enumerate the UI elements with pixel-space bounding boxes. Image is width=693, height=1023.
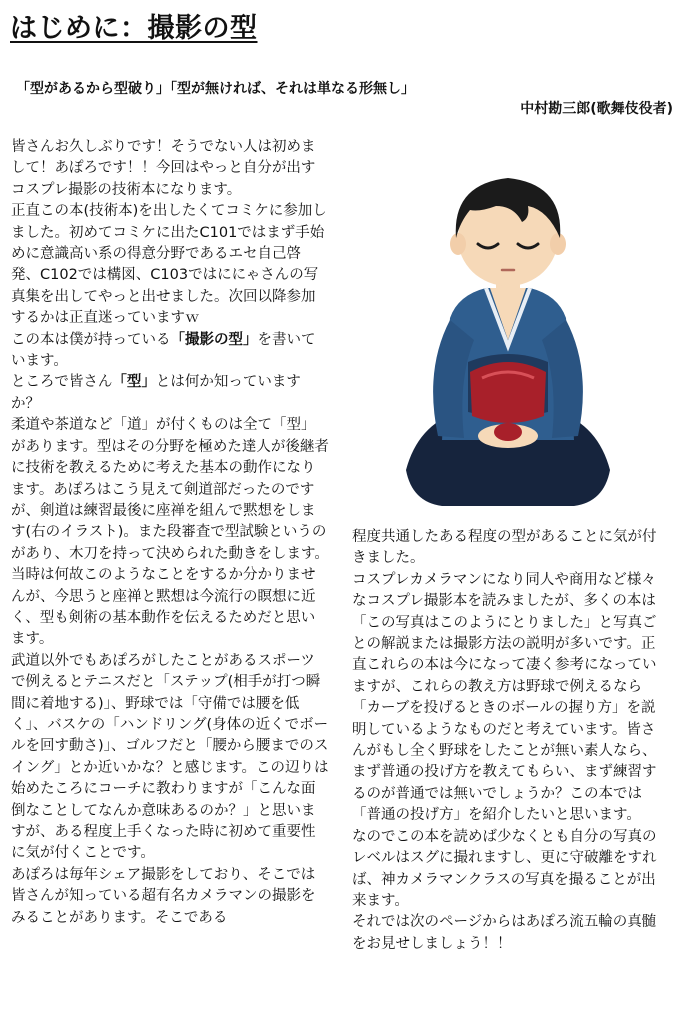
text-run: を書いています。 <box>11 331 316 370</box>
emphasis-text: 「撮影の型」 <box>170 331 258 348</box>
page-title: はじめに：撮影の型 <box>10 13 258 44</box>
paragraph: 柔道や茶道など「道」が付くものは全て「型」があります。型はその分野を極めた達人が後継者に技術を教えるために考えた基本の動作になります。あぽろはこう見えて剣道部だったのですが、剣道は練習最後に座禅を組んで黙想をします(右のイラスト)。また段審査で型試験というのがあり、木刀を持って決められた動きをします。当時は何故このようなことをするか分かりませんが、今思うと座禅と黙想は今流行の瞑想に近く、型も剣術の基本動作を伝えるためだと思います。 <box>11 417 329 648</box>
epigraph-author: 中村勘三郎(歌舞伎役者) <box>520 101 673 117</box>
paragraph <box>11 372 329 415</box>
text-run: とは何か知っていますか？ <box>11 374 301 412</box>
paragraph: なのでこの本を読めば少なくとも自分の写真のレベルはスグに撮れますし、更に守破離をすれば、神カメラマンクラスの写真を撮ることが出来ます。 <box>352 828 657 909</box>
paragraph: 正直この本(技術本)を出したくてコミケに参加しました。初めてコミケに出たC101ではまず手始めに意識高い系の得意分野であるエセ自己啓発、C102では構図、C103ではににゃさんの写真集を出してやっと出せました。次回以降参加するかは正直迷っていますｗ <box>11 203 327 327</box>
emphasis-text: 「型」 <box>112 374 156 391</box>
text-run: ところで皆さん <box>11 374 113 391</box>
epigraph-quote: 「型があるから型破り」「型が無ければ、それは単なる形無し」 <box>16 81 415 97</box>
paragraph: 皆さんお久しぶりです！そうでない人は初めまして！あぽろです！！今回はやっと自分が出すコスプレ撮影の技術本になります。 <box>11 139 316 198</box>
body-column-right <box>352 527 664 1007</box>
paragraph: 武道以外でもあぽろがしたことがあるスポーツで例えるとテニスだと「ステップ(相手が打つ瞬間に着地する)」、野球では「守備では腰を低く」、バスケの「ハンドリング(身体の近くでボールを回す動さ)」、ゴルフだと「腰から腰までのスイング」とか近いかな？と感じます。この辺りは始めたころにコーチに教わりますが「こんな面倒なことしてなんか意味あるのか？」と思いますが、ある程度上手くなった時に初めて重要性に気が付くことです。 <box>11 652 329 862</box>
paragraph: あぽろは毎年シェア撮影をしており、そこでは皆さんが知っている超有名カメラマンの撮影をみることがあります。そこである <box>11 866 316 926</box>
meditating-kendo-person-icon <box>398 140 618 510</box>
paragraph: それでは次のページからはあぽろ流五輪の真髄をお見せしましょう！！ <box>352 914 657 952</box>
text-run: この本は僕が持っている <box>11 331 171 348</box>
paragraph <box>11 330 329 373</box>
paragraph: コスプレカメラマンになり同人や商用など様々なコスプレ撮影本を読みましたが、多くの本は「この写真はこのようにとりました」と写真ごとの解説または撮影方法の説明が多いです。正直これらの本は今になって凄く参考になっていますが、これらの教え方は野球で例えるなら「カーブを投げるときのボールの握り方」を説明しているようなものだと考えています。皆さんがもし全く野球をしたことが無い素人なら、まず普通の投げ方を教えてもらい、まず練習するのが普通では無いでしょうか？この本では「普通の投げ方」を紹介したいと思います。 <box>352 571 657 824</box>
paragraph: 程度共通したある程度の型があることに気が付きました。 <box>352 529 657 567</box>
body-column-left <box>11 137 329 1017</box>
